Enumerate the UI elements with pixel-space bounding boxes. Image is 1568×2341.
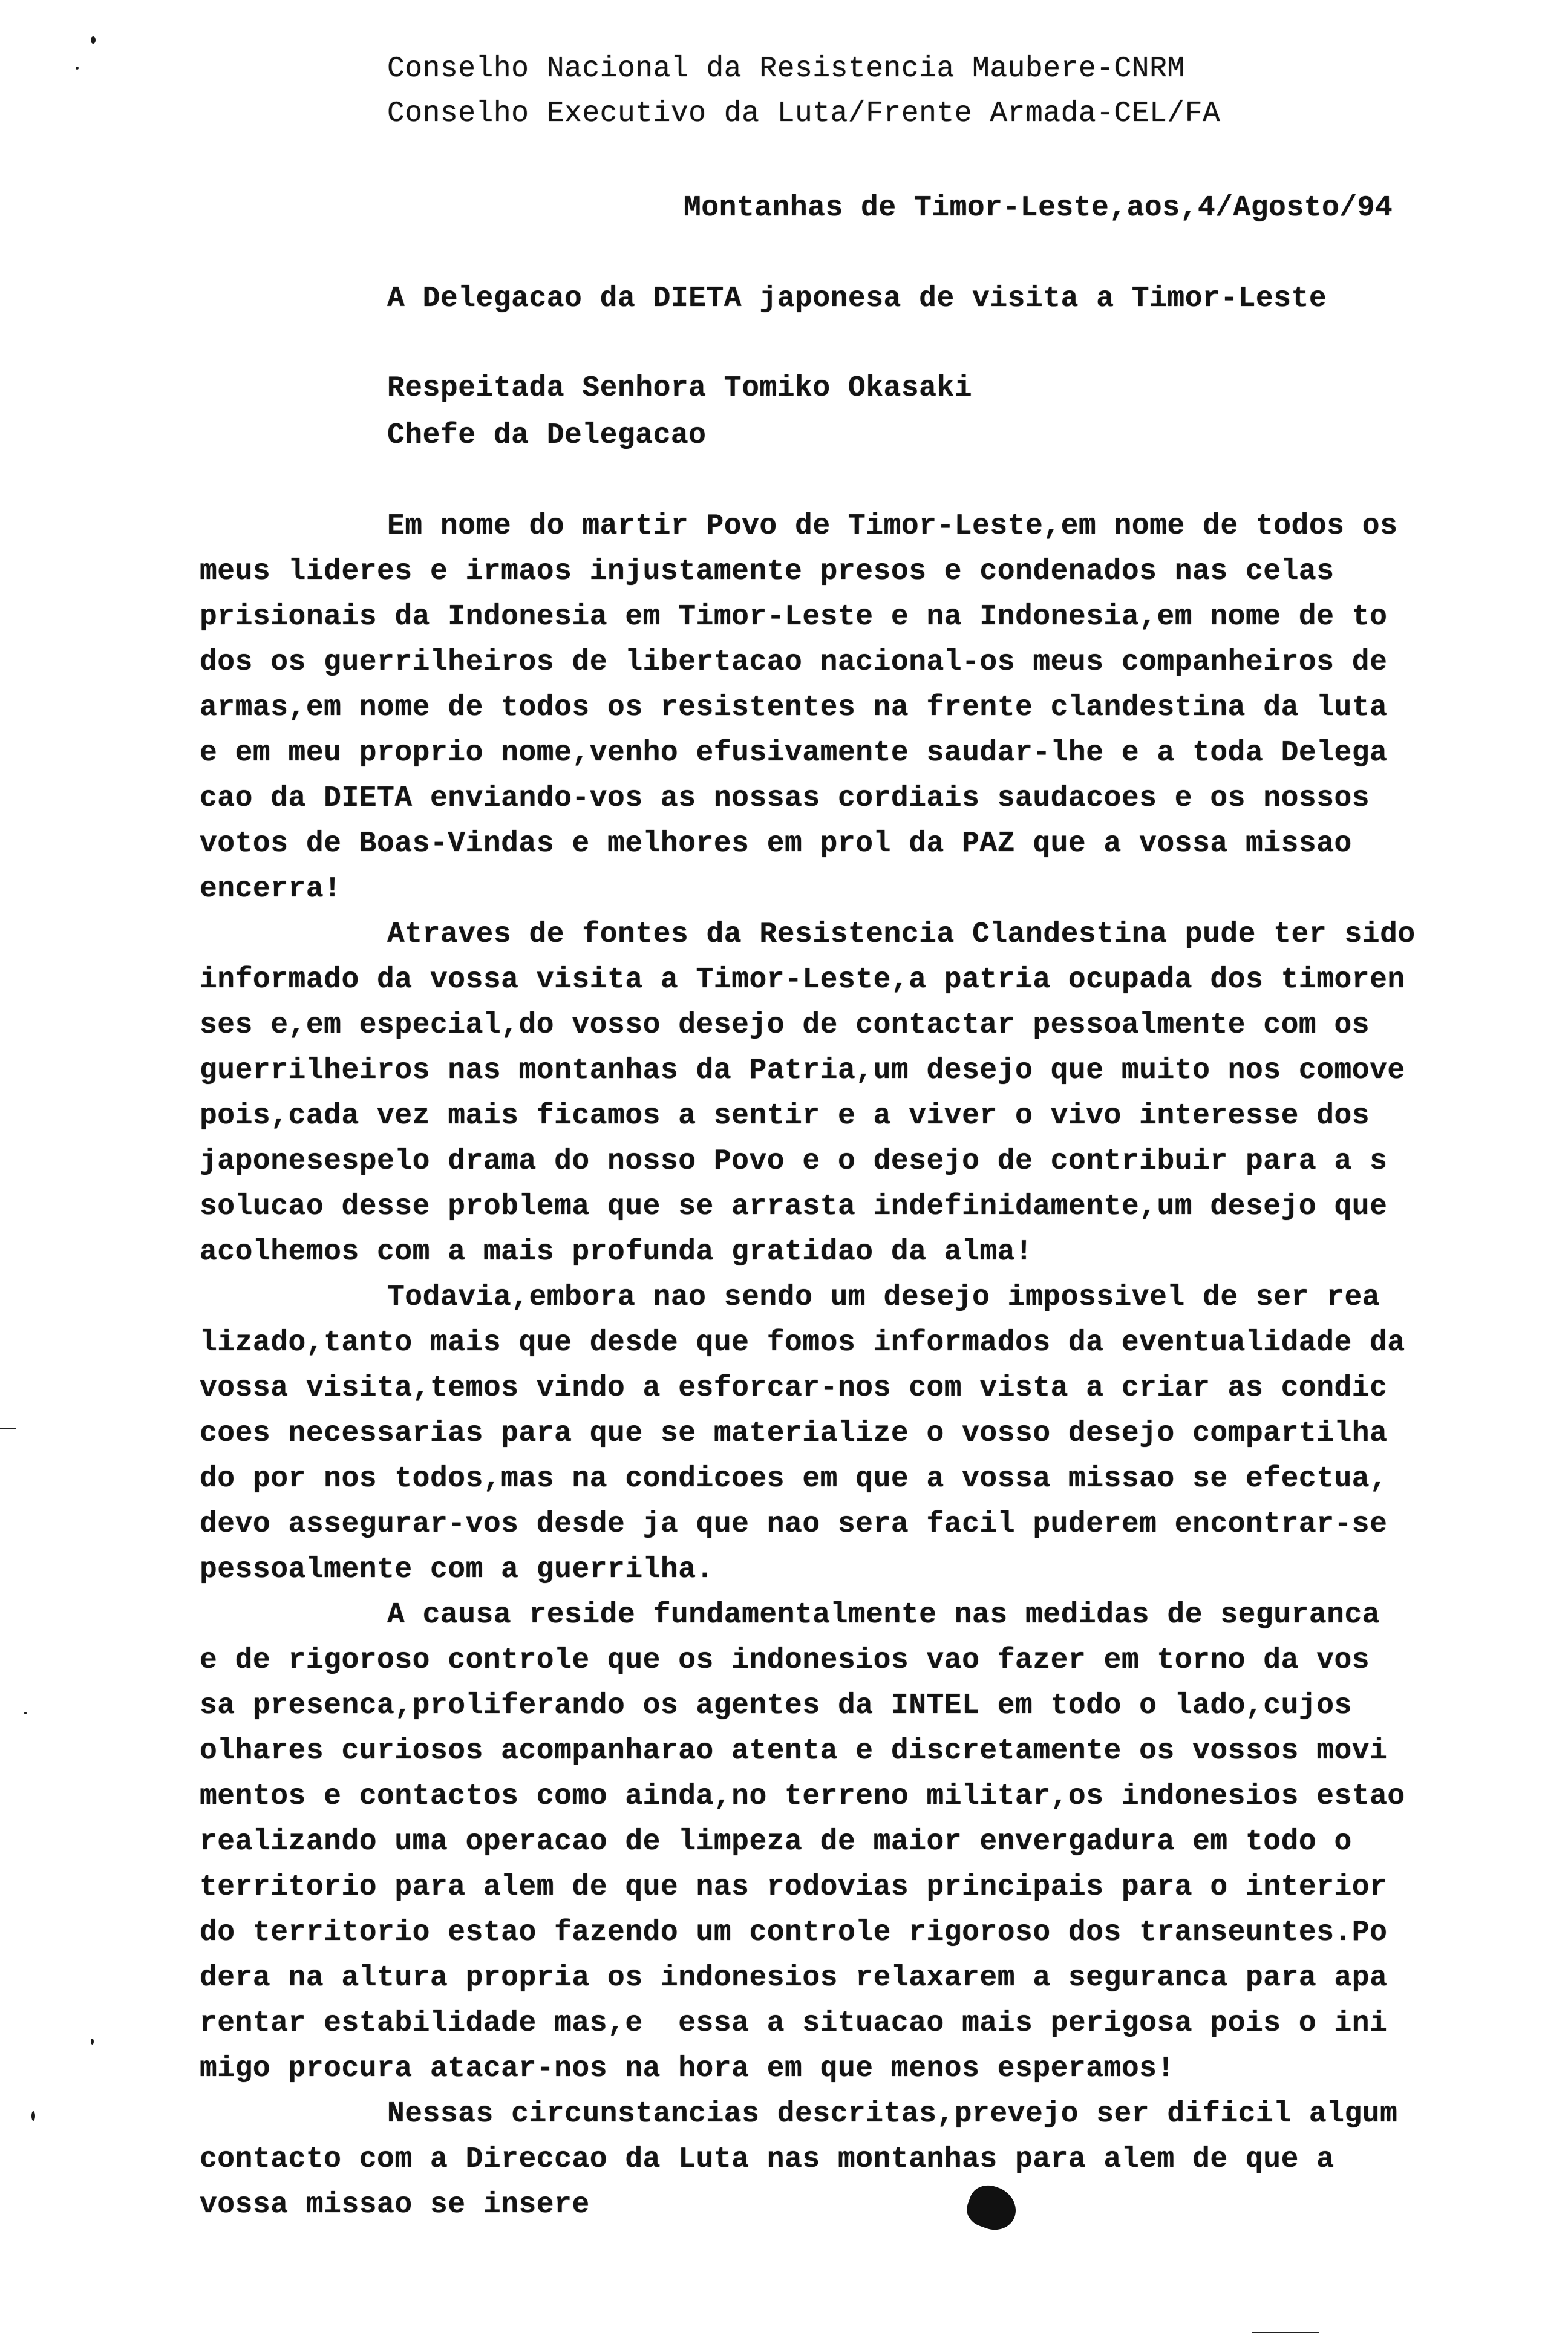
scan-edge-mark — [0, 1428, 16, 1429]
body-line: dera na altura propria os indonesios relaxarem a seguranca para apa — [200, 1962, 1388, 1994]
addressee-salutation: Respeitada Senhora Tomiko Okasaki — [387, 372, 973, 405]
header-line-2: Conselho Executivo da Luta/Frente Armada-CEL/FA — [387, 97, 1221, 130]
body-line: votos de Boas-Vindas e melhores em prol da PAZ que a vossa missao — [200, 828, 1352, 860]
scan-speck — [24, 1712, 27, 1714]
body-line: acolhemos com a mais profunda gratidao da alma! — [200, 1236, 1033, 1268]
body-line: do por nos todos,mas na condicoes em que a vossa missao se efectua, — [200, 1463, 1388, 1495]
body-line: ses e,em especial,do vosso desejo de contactar pessoalmente com os — [200, 1009, 1370, 1042]
body-line: guerrilheiros nas montanhas da Patria,um desejo que muito nos comove — [200, 1054, 1405, 1087]
body-line: Em nome do martir Povo de Timor-Leste,em nome de todos os — [387, 510, 1398, 543]
body-line: prisionais da Indonesia em Timor-Leste e na Indonesia,em nome de to — [200, 601, 1388, 633]
body-line: japonesespelo drama do nosso Povo e o desejo de contribuir para a s — [200, 1145, 1388, 1178]
scan-speck — [76, 67, 79, 70]
body-line: e em meu proprio nome,venho efusivamente saudar-lhe e a toda Delega — [200, 737, 1388, 769]
body-line: pois,cada vez mais ficamos a sentir e a viver o vivo interesse dos — [200, 1100, 1370, 1132]
body-line: solucao desse problema que se arrasta indefinidamente,um desejo que — [200, 1190, 1388, 1223]
scan-speck — [91, 36, 96, 44]
scan-edge-mark — [1252, 2332, 1319, 2333]
dateline: Montanhas de Timor-Leste,aos,4/Agosto/94 — [684, 192, 1393, 224]
body-line: do territorio estao fazendo um controle rigoroso dos transeuntes.Po — [200, 1916, 1388, 1949]
body-line: vossa missao se insere — [200, 2189, 590, 2221]
body-line: Nessas circunstancias descritas,prevejo ser dificil algum — [387, 2098, 1398, 2130]
body-line: territorio para alem de que nas rodovias principais para o interior — [200, 1871, 1388, 1904]
body-line: pessoalmente com a guerrilha. — [200, 1553, 714, 1586]
body-line: mentos e contactos como ainda,no terreno militar,os indonesios estao — [200, 1780, 1405, 1813]
scan-speck — [31, 2111, 35, 2121]
body-line: Atraves de fontes da Resistencia Clandestina pude ter sido — [387, 918, 1416, 951]
addressee-delegation: A Delegacao da DIETA japonesa de visita a Timor-Leste — [387, 282, 1327, 315]
body-line: encerra! — [200, 873, 342, 906]
body-line: sa presenca,proliferando os agentes da INTEL em todo o lado,cujos — [200, 1690, 1352, 1722]
body-line: vossa visita,temos vindo a esforcar-nos com vista a criar as condic — [200, 1372, 1388, 1405]
body-line: realizando uma operacao de limpeza de maior envergadura em todo o — [200, 1826, 1352, 1858]
body-line: meus lideres e irmaos injustamente presos e condenados nas celas — [200, 555, 1334, 588]
scan-speck — [91, 2039, 94, 2045]
body-line: Todavia,embora nao sendo um desejo impossivel de ser rea — [387, 1281, 1380, 1314]
body-line: devo assegurar-vos desde ja que nao sera facil puderem encontrar-se — [200, 1508, 1388, 1541]
body-line: lizado,tanto mais que desde que fomos informados da eventualidade da — [200, 1327, 1405, 1359]
body-line: rentar estabilidade mas,e essa a situacao mais perigosa pois o ini — [200, 2007, 1388, 2040]
body-line: migo procura atacar-nos na hora em que menos esperamos! — [200, 2052, 1175, 2085]
body-line: cao da DIETA enviando-vos as nossas cordiais saudacoes e os nossos — [200, 782, 1370, 815]
body-line: e de rigoroso controle que os indonesios vao fazer em torno da vos — [200, 1644, 1370, 1677]
addressee-role: Chefe da Delegacao — [387, 419, 707, 452]
body-line: A causa reside fundamentalmente nas medidas de seguranca — [387, 1599, 1380, 1631]
body-line: contacto com a Direccao da Luta nas montanhas para alem de que a — [200, 2143, 1334, 2176]
header-line-1: Conselho Nacional da Resistencia Maubere-CNRM — [387, 53, 1185, 85]
body-line: coes necessarias para que se materialize o vosso desejo compartilha — [200, 1417, 1388, 1450]
body-line: informado da vossa visita a Timor-Leste,a patria ocupada dos timoren — [200, 964, 1405, 996]
body-line: dos os guerrilheiros de libertacao nacional-os meus companheiros de — [200, 646, 1388, 679]
ink-blot — [962, 2179, 1022, 2236]
body-line: olhares curiosos acompanharao atenta e discretamente os vossos movi — [200, 1735, 1388, 1768]
body-line: armas,em nome de todos os resistentes na frente clandestina da luta — [200, 691, 1388, 724]
